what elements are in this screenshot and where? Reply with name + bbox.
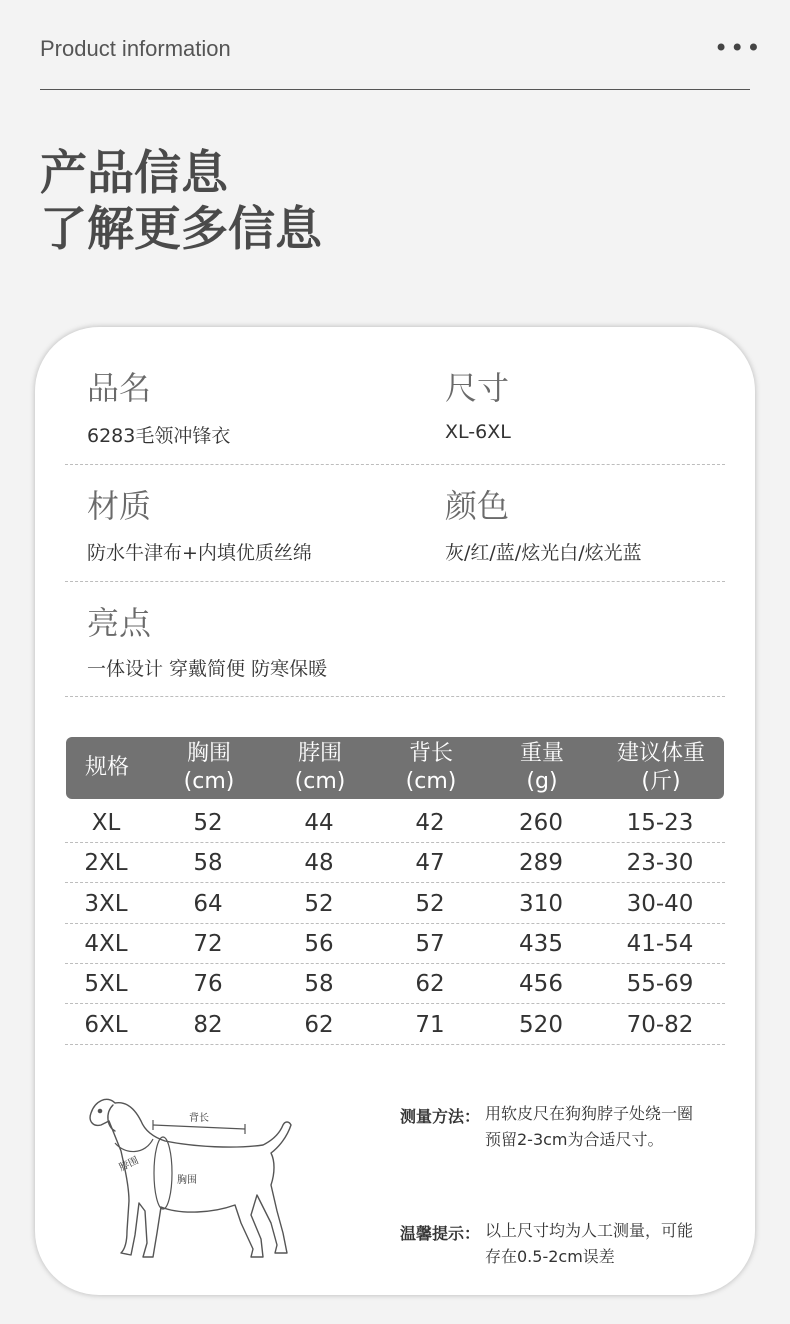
table-cell: 15-23 (626, 810, 694, 836)
table-cell: XL (91, 810, 121, 836)
table-row (65, 924, 725, 964)
table-row (65, 964, 725, 1004)
highlight-label: 亮点 (87, 604, 152, 642)
color-value: 灰/红/蓝/炫光白/炫光蓝 (445, 542, 642, 564)
highlight-value: 一体设计 穿戴简便 防寒保暖 (87, 658, 328, 680)
name-value: 6283毛领冲锋衣 (87, 425, 231, 447)
table-cell: 52 (304, 890, 334, 917)
table-cell: 4XL (84, 930, 128, 957)
header-size: 规格 (84, 755, 129, 780)
table-cell: 289 (519, 850, 563, 877)
table-row (65, 803, 725, 843)
table-cell: 310 (519, 890, 563, 917)
headline (40, 146, 322, 258)
table-cell: 41-54 (626, 930, 694, 957)
size-value: XL-6XL (445, 421, 511, 443)
table-cell: 57 (415, 930, 445, 957)
header-chest: 胸围 (cm) (183, 741, 235, 794)
header-pet-weight: 建议体重 (斤) (616, 741, 705, 794)
table-cell: 76 (193, 971, 223, 998)
table-cell: 435 (519, 930, 563, 957)
method-label: 测量方法： (400, 1107, 481, 1126)
more-dots-icon[interactable]: ••• (714, 34, 763, 62)
table-cell: 58 (304, 971, 334, 998)
header-back-length: 背长 (cm) (405, 741, 457, 794)
headline-line-2: 了解更多信息 (40, 202, 322, 257)
table-cell: 52 (415, 890, 445, 917)
table-cell: 30-40 (626, 890, 694, 917)
table-cell: 6XL (84, 1011, 128, 1038)
table-cell: 58 (193, 850, 223, 877)
table-cell: 62 (415, 971, 445, 998)
material-value: 防水牛津布+内填优质丝绵 (87, 542, 312, 564)
table-cell: 48 (304, 850, 334, 877)
table-cell: 82 (193, 1011, 223, 1038)
method-line-2: 预留2-3cm为合适尺寸。 (485, 1130, 664, 1149)
diagram-back-label: 背长 (189, 1113, 209, 1124)
method-text (485, 1101, 693, 1153)
table-cell: 62 (304, 1011, 334, 1038)
tip-label: 温馨提示： (400, 1224, 481, 1243)
divider (65, 581, 725, 582)
table-row (65, 884, 725, 924)
tip-text (485, 1218, 693, 1270)
table-cell: 5XL (84, 971, 128, 998)
table-row (65, 1005, 725, 1045)
size-label: 尺寸 (445, 369, 510, 407)
table-row (65, 843, 725, 883)
tip-line-1: 以上尺寸均为人工测量，可能 (485, 1221, 694, 1240)
material-label: 材质 (87, 487, 152, 525)
divider (65, 464, 725, 465)
method-line-1: 用软皮尺在狗狗脖子处绕一圈 (485, 1104, 694, 1123)
table-cell: 42 (415, 810, 445, 836)
table-cell: 72 (193, 930, 223, 957)
table-cell: 260 (519, 810, 563, 836)
tip-line-2: 存在0.5-2cm误差 (485, 1247, 615, 1266)
name-label: 品名 (87, 369, 152, 407)
table-cell: 56 (304, 930, 334, 957)
table-cell: 64 (193, 890, 223, 917)
table-cell: 55-69 (626, 971, 694, 998)
table-cell: 52 (193, 810, 223, 836)
headline-line-1: 产品信息 (40, 146, 228, 201)
product-info-card (35, 327, 755, 1295)
table-cell: 23-30 (626, 850, 694, 877)
table-cell: 456 (519, 971, 563, 998)
color-label: 颜色 (445, 487, 510, 525)
table-cell: 44 (304, 810, 334, 836)
table-cell: 47 (415, 850, 445, 877)
header-divider (40, 89, 750, 90)
table-cell: 2XL (84, 850, 128, 877)
table-cell: 71 (415, 1011, 445, 1038)
size-table-header (66, 737, 724, 799)
table-cell: 520 (519, 1011, 563, 1038)
table-cell: 3XL (84, 890, 128, 917)
header-weight: 重量 (g) (519, 741, 564, 794)
diagram-chest-label: 胸围 (177, 1175, 197, 1186)
divider (65, 696, 725, 697)
header-neck: 脖围 (cm) (294, 741, 346, 794)
table-cell: 70-82 (626, 1011, 694, 1038)
page-header-title: Product information (40, 36, 231, 61)
row-divider (65, 1044, 725, 1045)
dog-measurement-diagram (85, 1073, 305, 1273)
diagram-neck-label: 脖围 (117, 1155, 141, 1174)
